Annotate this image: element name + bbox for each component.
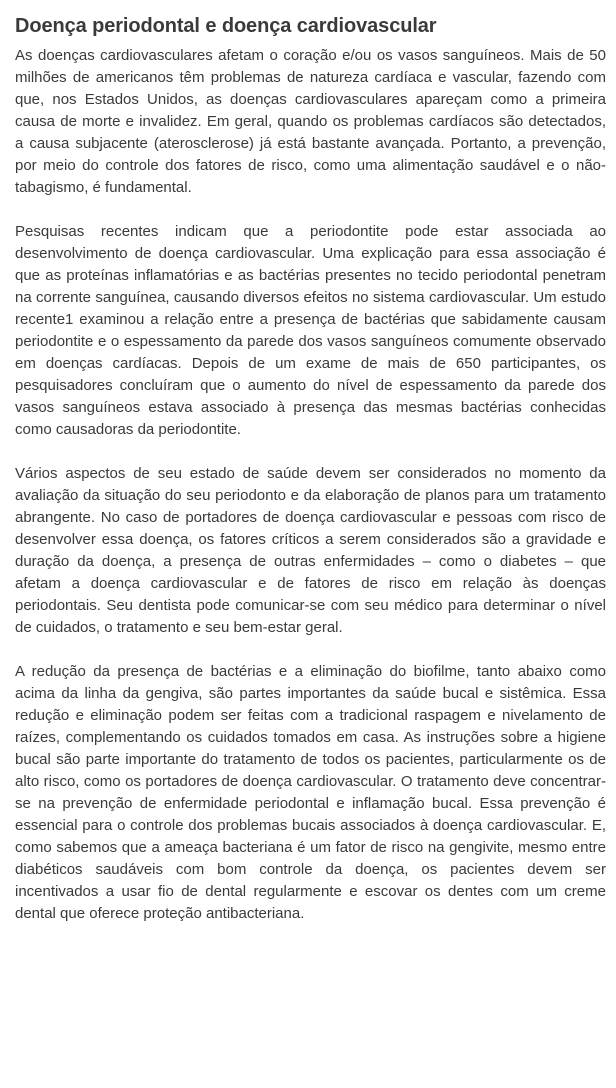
paragraph-1: As doenças cardiovasculares afetam o coração e/ou os vasos sanguíneos. Mais de 50 milhões de americanos têm problemas de natureza cardíaca e vascular, fazendo com que, nos Estados Unidos, as doenças cardiovasculares apareçam como a primeira causa de morte e invalidez. Em geral, quando os problemas cardíacos são detectados, a causa subjacente (aterosclerose) já está bastante avançada. Portanto, a prevenção, por meio do controle dos fatores de risco, como uma alimentação saudável e o não-tabagismo, é fundamental. bbox=[15, 47, 606, 196]
paragraph-4: A redução da presença de bactérias e a eliminação do biofilme, tanto abaixo como acima da linha da gengiva, são partes importantes da saúde bucal e sistêmica. Essa redução e eliminação podem ser feitas com a tradicional raspagem e nivelamento de raízes, complementando os cuidados tomados em casa. As instruções sobre a higiene bucal são parte importante do tratamento de todos os pacientes, particularmente os de alto risco, como os portadores de doença cardiovascular. O tratamento deve concentrar-se na prevenção de enfermidade periodontal e inflamação bucal. Essa prevenção é essencial para o controle dos problemas bucais associados à doença cardiovascular. E, como sabemos que a ameaça bacteriana é um fator de risco na gengivite, mesmo entre diabéticos saudáveis com bom controle da doença, os pacientes devem ser incentivados a usar fio de dental regularmente e escovar os dentes com um creme dental que oferece proteção antibacteriana. bbox=[15, 663, 606, 922]
article-title: Doença periodontal e doença cardiovascular bbox=[15, 15, 437, 37]
paragraph-2: Pesquisas recentes indicam que a periodontite pode estar associada ao desenvolvimento de doença cardiovascular. Uma explicação para essa associação é que as proteínas inflamatórias e as bactérias presentes no tecido periodontal penetram na corrente sanguínea, causando diversos efeitos no sistema cardiovascular. Um estudo recente1 examinou a relação entre a presença de bactérias que sabidamente causam periodontite e o espessamento da parede dos vasos sanguíneos comumente observado em doenças cardíacas. Depois de um exame de mais de 650 participantes, os pesquisadores concluíram que o aumento do nível de espessamento da parede dos vasos sanguíneos estava associado à presença das mesmas bactérias conhecidas como causadoras da periodontite. bbox=[15, 223, 606, 438]
paragraph-3: Vários aspectos de seu estado de saúde devem ser considerados no momento da avaliação da situação do seu periodonto e da elaboração de planos para um tratamento abrangente. No caso de portadores de doença cardiovascular e pessoas com risco de desenvolver essa doença, os fatores críticos a serem considerados são a gravidade e duração da doença, a presença de outras enfermidades – como o diabetes – que afetam a doença cardiovascular e de fatores de risco em relação às doenças periodontais. Seu dentista pode comunicar-se com seu médico para determinar o nível de cuidados, o tratamento e seu bem-estar geral. bbox=[15, 465, 606, 636]
